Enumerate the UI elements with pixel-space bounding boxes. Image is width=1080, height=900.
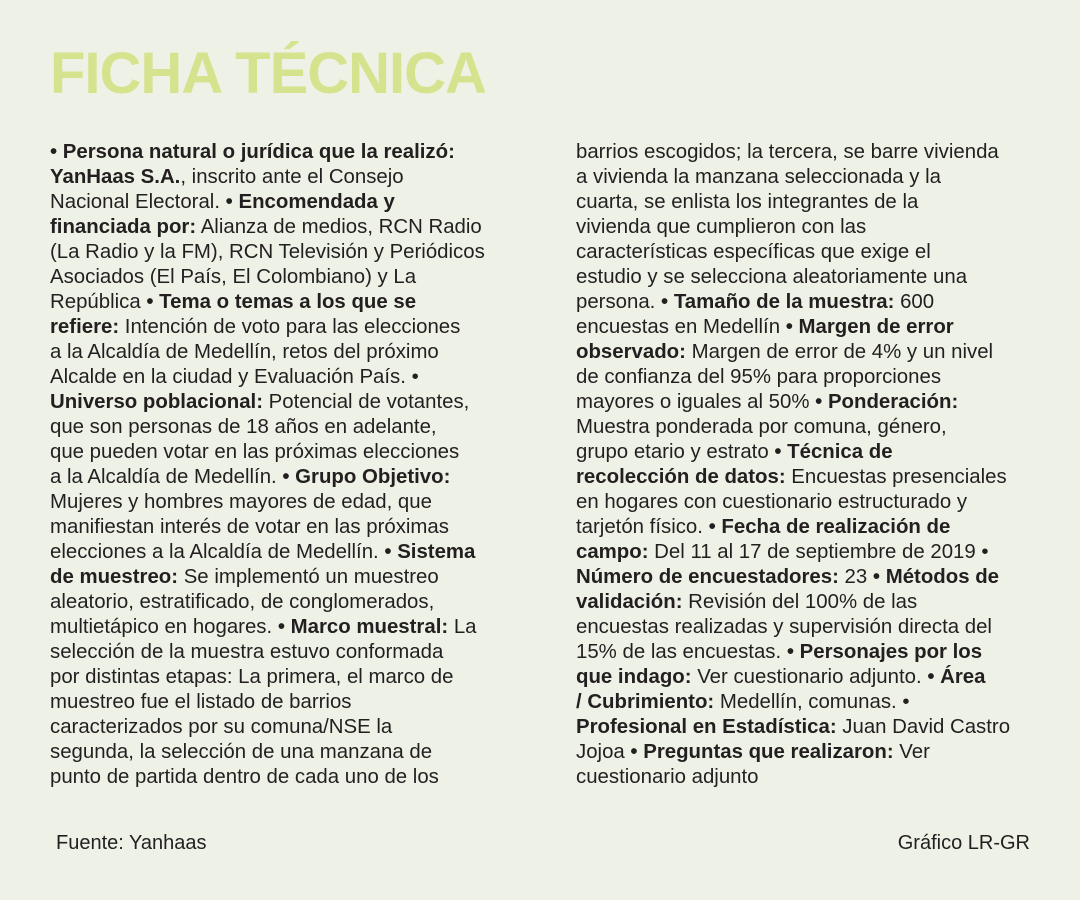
text-line [50,215,520,240]
field-text: Se implementó un muestreo [178,566,439,588]
field-text: a la Alcaldía de Medellín. [50,466,283,488]
field-text: por distintas etapas: La primera, el marco de [50,666,454,688]
text-line [576,365,1046,390]
field-text: 15% de las encuestas. [576,641,787,663]
field-text: encuestas en Medellín [576,316,786,338]
text-line [576,490,1046,515]
text-line [50,340,520,365]
text-line [50,490,520,515]
field-text: Juan David Castro [836,716,1011,738]
field-label: financiada por: [50,216,197,238]
left-column [50,140,520,790]
text-line [50,415,520,440]
text-line [576,340,1046,365]
text-line [50,590,520,615]
text-line [50,665,520,690]
field-label: Profesional en Estadística: [576,716,837,738]
text-line [50,540,520,565]
field-text: a la Alcaldía de Medellín, retos del próximo [50,341,439,363]
field-label: • Grupo Objetivo: [282,466,451,488]
field-text: caracterizados por su comuna/NSE la [50,716,393,738]
field-label: • Persona natural o jurídica que la realizó: [50,141,455,163]
field-text: que son personas de 18 años en adelante, [50,416,437,438]
field-text: de confianza del 95% para proporciones [576,366,942,388]
field-text: segunda, la selección de una manzana de [50,741,433,763]
field-label: / Cubrimiento: [576,691,715,713]
field-label: que indago: [576,666,692,688]
field-text: Revisión del 100% de las [682,591,918,613]
text-line [576,240,1046,265]
text-line [576,590,1046,615]
field-text: aleatorio, estratificado, de conglomerados, [50,591,435,613]
field-text: Alcalde en la ciudad y Evaluación País. • [50,366,419,388]
field-label: validación: [576,591,683,613]
text-line [576,415,1046,440]
field-text: República [50,291,147,313]
text-line [50,465,520,490]
field-text: , inscrito ante el Consejo [180,166,404,188]
field-label: • Margen de error [785,316,954,338]
field-text: Intención de voto para las elecciones [119,316,461,338]
field-text: Medellín, comunas. • [714,691,910,713]
text-line [576,265,1046,290]
field-text: estudio y se selecciona aleatoriamente una [576,266,968,288]
text-line [576,290,1046,315]
text-line [576,640,1046,665]
text-line [50,190,520,215]
field-text: cuestionario adjunto [576,766,759,788]
field-text: (La Radio y la FM), RCN Televisión y Periódicos [50,241,485,263]
field-label: • Tamaño de la muestra: [661,291,895,313]
field-label: Número de encuestadores: [576,566,839,588]
field-text: muestreo fue el listado de barrios [50,691,352,713]
field-label: refiere: [50,316,120,338]
field-label: observado: [576,341,686,363]
text-line [576,740,1046,765]
field-text: Margen de error de 4% y un nivel [685,341,994,363]
field-text: Potencial de votantes, [263,391,470,413]
field-text: encuestas realizadas y supervisión directa del [576,616,992,638]
field-text: manifiestan interés de votar en las próximas [50,516,449,538]
field-text: La [448,616,477,638]
text-line [576,615,1046,640]
text-line [50,290,520,315]
field-text: selección de la muestra estuvo conformada [50,641,444,663]
field-text: Jojoa [576,741,631,763]
text-line [50,140,520,165]
right-column [576,140,1046,790]
field-text: Ver [893,741,930,763]
field-text: multietápico en hogares. [50,616,278,638]
text-line [576,665,1046,690]
field-text: en hogares con cuestionario estructurado y [576,491,968,513]
field-label: de muestreo: [50,566,179,588]
text-line [576,440,1046,465]
text-line [576,465,1046,490]
field-text: barrios escogidos; la tercera, se barre vivienda [576,141,999,163]
text-line [50,565,520,590]
field-text: cuarta, se enlista los integrantes de la [576,191,919,213]
field-text: persona. [576,291,662,313]
field-text: 600 [894,291,935,313]
text-line [576,190,1046,215]
text-line [576,390,1046,415]
field-text: vivienda que cumplieron con las [576,216,867,238]
field-label: campo: [576,541,649,563]
field-text: a vivienda la manzana seleccionada y la [576,166,941,188]
field-text: que pueden votar en las próximas elecciones [50,441,460,463]
field-text: elecciones a la Alcaldía de Medellín. [50,541,385,563]
text-line [576,690,1046,715]
text-line [50,265,520,290]
graphic-credit: Gráfico LR-GR [897,832,1030,854]
field-label: YanHaas S.A. [50,166,181,188]
text-line [50,640,520,665]
text-line [50,515,520,540]
field-label: • Área [927,666,986,688]
text-line [50,440,520,465]
field-label: • Ponderación: [815,391,959,413]
field-text: Nacional Electoral. [50,191,226,213]
source-note: Fuente: Yanhaas [56,832,207,854]
text-line [576,515,1046,540]
field-text: Alianza de medios, RCN Radio [196,216,482,238]
field-text: punto de partida dentro de cada uno de los [50,766,439,788]
field-label: • Fecha de realización de [708,516,951,538]
text-line [576,540,1046,565]
text-line [50,315,520,340]
field-text: Ver cuestionario adjunto. [691,666,928,688]
field-text: características específicas que exige el [576,241,931,263]
text-line [50,765,520,790]
field-text: Del 11 al 17 de septiembre de 2019 • [648,541,989,563]
field-label: • Personajes por los [786,641,983,663]
field-text: 23 [838,566,873,588]
text-line [50,165,520,190]
field-text: mayores o iguales al 50% [576,391,816,413]
text-line [576,765,1046,790]
page-title: FICHA TÉCNICA [50,41,486,106]
text-line [576,165,1046,190]
field-label: • Técnica de [774,441,893,463]
text-line [576,140,1046,165]
text-line [50,365,520,390]
field-text: grupo etario y estrato [576,441,775,463]
field-label: • Preguntas que realizaron: [630,741,894,763]
field-label: • Encomendada y [225,191,395,213]
field-text: tarjetón físico. [576,516,709,538]
field-label: • Tema o temas a los que se [146,291,417,313]
field-label: • Sistema [384,541,476,563]
text-line [50,690,520,715]
text-line [576,715,1046,740]
text-line [576,315,1046,340]
field-text: Asociados (El País, El Colombiano) y La [50,266,417,288]
field-label: Universo poblacional: [50,391,264,413]
text-line [576,215,1046,240]
field-label: • Marco muestral: [277,616,449,638]
text-line [50,715,520,740]
text-line [50,615,520,640]
text-line [50,240,520,265]
field-text: Mujeres y hombres mayores de edad, que [50,491,432,513]
text-line [50,740,520,765]
field-label: • Métodos de [872,566,999,588]
field-text: Muestra ponderada por comuna, género, [576,416,947,438]
field-label: recolección de datos: [576,466,786,488]
text-line [50,390,520,415]
text-line [576,565,1046,590]
field-text: Encuestas presenciales [785,466,1007,488]
